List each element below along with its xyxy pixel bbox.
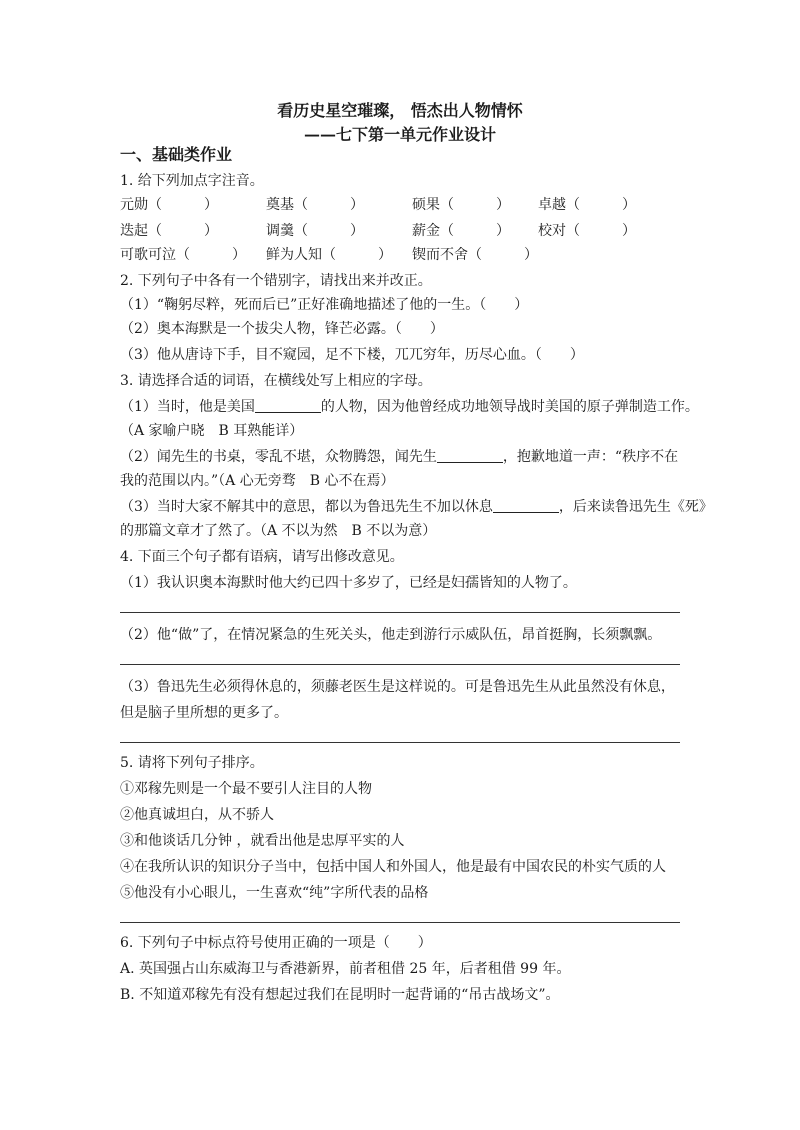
document-subtitle: ——七下第一单元作业设计 (303, 125, 496, 144)
question-5-sentence: ⑤他没有小心眼儿，一生喜欢“纯”字所代表的品格 (120, 885, 429, 901)
pinyin-item: 薪金（ ） (412, 223, 510, 239)
question-4-item-3-cont: 但是脑子里所想的更多了。 (120, 705, 288, 721)
item-text: ，后来读鲁迅先生《死》 (558, 499, 713, 515)
pinyin-item: 奠基（ ） (266, 197, 364, 213)
section-heading: 一、基础类作业 (120, 145, 233, 164)
answer-line[interactable] (120, 742, 680, 743)
document-title: 看历史星空璀璨， 悟杰出人物情怀 (277, 101, 523, 120)
pinyin-item: 元勋（ ） (120, 197, 218, 213)
question-3-prompt: 3. 请选择合适的词语，在横线处写上相应的字母。 (120, 373, 432, 389)
pinyin-item: 调羹（ ） (266, 223, 364, 239)
item-text: （2）闻先生的书桌，零乱不堪，众物腾怨，闻先生 (120, 449, 437, 465)
question-3-item-3 (120, 496, 713, 516)
answer-blank[interactable] (437, 448, 503, 463)
answer-blank[interactable] (493, 498, 559, 513)
item-text: （1）当时，他是美国 (120, 399, 255, 415)
question-2-item: （1）“鞠躬尽粹，死而后已”正好准确地描述了他的一生。（ ） (120, 297, 529, 313)
item-text: ，抱歉地道一声：“秩序不在 (502, 449, 679, 465)
question-3-item-2 (120, 446, 678, 466)
question-2-item: （3）他从唐诗下手，目不窥园，足不下楼，兀兀穷年，历尽心血。（ ） (120, 347, 584, 363)
question-4-item-1: （1）我认识奥本海默时他大约已四十多岁了，已经是妇孺皆知的人物了。 (120, 575, 577, 591)
question-6-option-b: B. 不知道邓稼先有没有想起过我们在昆明时一起背诵的“吊古战场文”。 (120, 987, 560, 1003)
question-1-prompt: 1. 给下列加点字注音。 (120, 173, 264, 189)
pinyin-item: 锲而不舍（ ） (412, 247, 538, 263)
question-3-item-1 (120, 396, 699, 416)
question-5-sentence: ④在我所认识的知识分子当中，包括中国人和外国人，他是最有中国农民的朴实气质的人 (120, 859, 666, 875)
question-5-sentence: ②他真诚坦白，从不骄人 (120, 807, 274, 823)
pinyin-item: 可歌可泣（ ） (120, 247, 246, 263)
question-6-option-a: A. 英国强占山东威海卫与香港新界，前者租借 25 年，后者租借 99 年。 (120, 961, 571, 977)
answer-line[interactable] (120, 612, 680, 613)
pinyin-item: 校对（ ） (538, 223, 636, 239)
pinyin-item: 卓越（ ） (538, 197, 636, 213)
answer-line[interactable] (120, 922, 680, 923)
question-3-options-2: 我的范围以内。”（A 心无旁骛 B 心不在焉） (120, 473, 395, 489)
question-3-options-1: （A 家喻户晓 B 耳熟能详） (120, 423, 304, 439)
question-5-sentence: ③和他谈话几分钟 ，就看出他是忠厚平实的人 (120, 833, 405, 849)
question-5-prompt: 5. 请将下列句子排序。 (120, 755, 264, 771)
answer-blank[interactable] (255, 398, 321, 413)
item-text: （3）当时大家不解其中的意思，都以为鲁迅先生不加以休息 (120, 499, 493, 515)
question-4-item-2: （2）他“做”了，在情况紧急的生死关头，他走到游行示威队伍，昂首挺胸，长须飘飘。 (120, 627, 662, 643)
item-text: 的人物，因为他曾经成功地领导战时美国的原子弹制造工作。 (320, 399, 699, 415)
question-4-item-3: （3）鲁迅先生必须得休息的，须藤老医生是这样说的。可是鲁迅先生从此虽然没有休息， (120, 679, 675, 695)
answer-line[interactable] (120, 664, 680, 665)
pinyin-item: 硕果（ ） (412, 197, 510, 213)
question-2-item: （2）奥本海默是一个拔尖人物，锋芒必露。（ ） (120, 321, 444, 337)
question-2-prompt: 2. 下列句子中各有一个错别字，请找出来并改正。 (120, 273, 432, 289)
question-6-prompt: 6. 下列句子中标点符号使用正确的一项是（ ） (120, 935, 432, 951)
question-5-sentence: ①邓稼先则是一个最不要引人注目的人物 (120, 781, 372, 797)
question-3-options-3: 的那篇文章才了然了。（A 不以为然 B 不以为意） (120, 523, 437, 539)
pinyin-item: 鲜为人知（ ） (266, 247, 392, 263)
pinyin-item: 迭起（ ） (120, 223, 218, 239)
question-4-prompt: 4. 下面三个句子都有语病，请写出修改意见。 (120, 549, 404, 565)
